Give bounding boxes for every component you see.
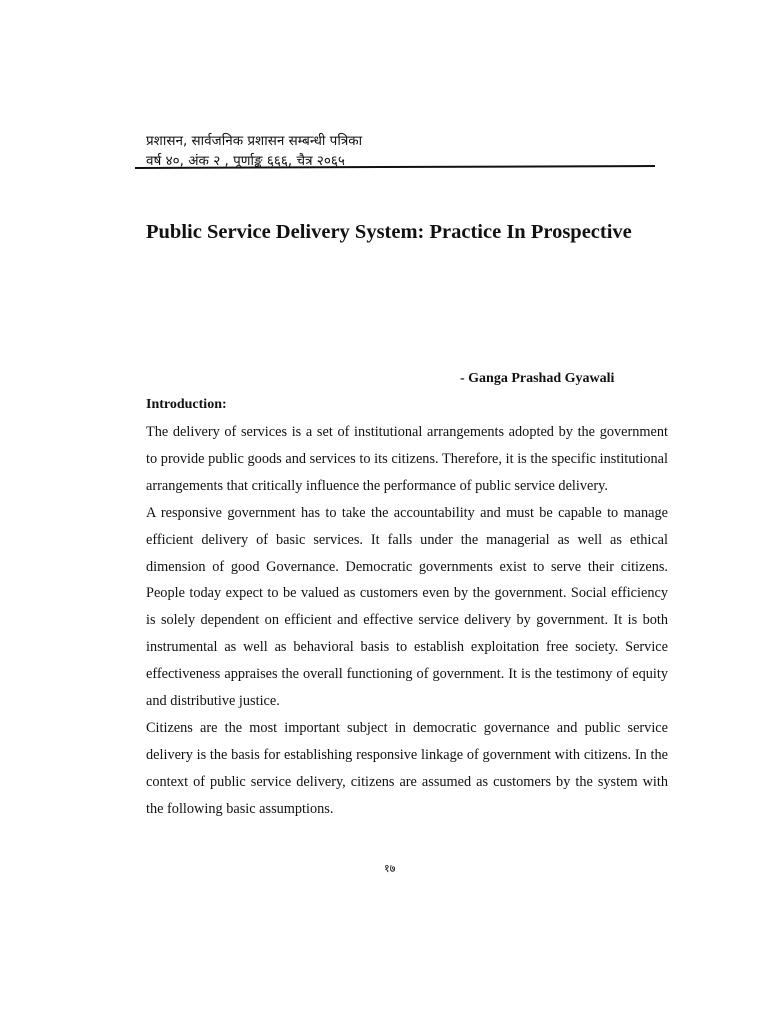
article-title: Public Service Delivery System: Practice In Prospective (146, 221, 632, 243)
section-heading: Introduction: (146, 397, 227, 412)
journal-name: प्रशासन, सार्वजनिक प्रशासन सम्बन्धी पत्रिका (146, 133, 363, 149)
page-number: १७ (384, 862, 396, 875)
paragraph: A responsive government has to take the accountability and must be capable to manage efficient delivery of basic services. It falls under the managerial as well as ethical dimension of good Governance. Democratic governments exist to serve their citizens. People today expect to be valued as customers even by the government. Social efficiency is solely dependent on efficient and effective service delivery by government. It is both instrumental as well as behavioral basis to establish exploitation free society. Service effectiveness appraises the overall functioning of government. It is the testimony of equity and distributive justice. (146, 504, 668, 710)
paragraph: Citizens are the most important subject in democratic governance and public service delivery is the basis for establishing responsive linkage of government with citizens. In the context of public service delivery, citizens are assumed as customers by the system with the following basic assumptions. (146, 719, 668, 817)
author-byline: - Ganga Prashad Gyawali (460, 371, 615, 386)
journal-issue-info: वर्ष ४०, अंक २ , पूर्णाङ्क ६६६, चैत्र २०६५ (146, 153, 345, 169)
paragraph: The delivery of services is a set of institutional arrangements adopted by the government to provide public goods and services to its citizens. Therefore, it is the specific institutional arrangements that critically influence the performance of public service delivery. (146, 424, 668, 494)
body-text (146, 419, 668, 823)
